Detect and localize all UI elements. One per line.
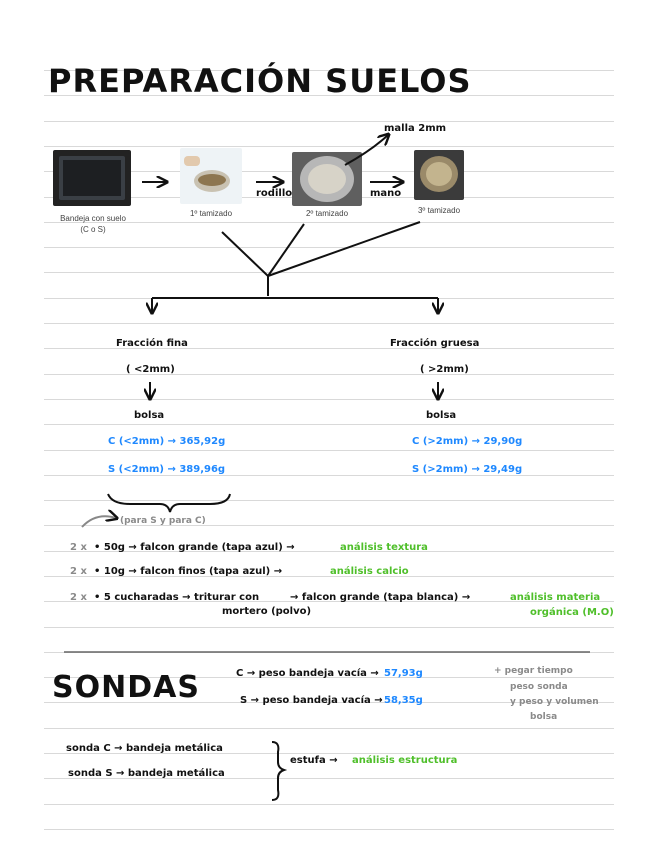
fine-c-weight: C (<2mm) → 365,92g	[108, 436, 226, 447]
photo-caption: 3º tamizado	[417, 206, 461, 215]
weight-label: C → peso bandeja vacía →	[236, 668, 379, 679]
coarse-container: bolsa	[426, 410, 457, 421]
photo-caption: 2º tamizado	[305, 209, 349, 218]
sondas-note: y peso y volumen	[510, 697, 599, 707]
coarse-c-weight: C (>2mm) → 29,90g	[412, 436, 523, 447]
analysis-step: • 50g → falcon grande (tapa azul) →	[94, 542, 295, 553]
sondas-title: SONDAS	[52, 670, 200, 705]
analysis-result: análisis calcio	[330, 566, 409, 577]
analysis-prefix: 2 x	[70, 592, 87, 603]
hand-label: mano	[370, 188, 402, 199]
coarse-s-weight: S (>2mm) → 29,49g	[412, 464, 523, 475]
weight-label: S → peso bandeja vacía →	[240, 695, 383, 706]
analysis-step: • 10g → falcon finos (tapa azul) →	[94, 566, 283, 577]
estufa-result: análisis estructura	[352, 755, 458, 766]
photo-caption: (C o S)	[80, 225, 106, 234]
analysis-prefix: 2 x	[70, 566, 87, 577]
photo-caption: Bandeja con suelo	[60, 214, 126, 223]
roller-label: rodillo	[256, 188, 293, 199]
photo-caption: 1º tamizado	[189, 209, 233, 218]
sondas-note: bolsa	[530, 712, 558, 722]
page-title: PREPARACIÓN SUELOS	[48, 62, 472, 100]
mesh-label: malla 2mm	[384, 123, 447, 134]
weight-value: 57,93g	[384, 668, 423, 679]
fine-s-weight: S (<2mm) → 389,96g	[108, 464, 226, 475]
analysis-result: análisis textura	[340, 542, 428, 553]
analysis-result: orgánica (M.O)	[530, 607, 614, 618]
coarse-fraction-size: ( >2mm)	[420, 364, 469, 375]
fine-fraction-size: ( <2mm)	[126, 364, 175, 375]
analysis-step: • 5 cucharadas → triturar con	[94, 592, 260, 603]
fine-fraction-title: Fracción fina	[116, 338, 188, 349]
analysis-step: → falcon grande (tapa blanca) →	[290, 592, 471, 603]
analysis-result: análisis materia	[510, 592, 601, 603]
sonda-s-line: sonda S → bandeja metálica	[68, 768, 225, 779]
mesh-arrow-icon	[345, 135, 388, 165]
sondas-note: peso sonda	[510, 682, 568, 692]
coarse-fraction-title: Fracción gruesa	[390, 338, 480, 349]
fine-container: bolsa	[134, 410, 165, 421]
analysis-step-detail: mortero (polvo)	[222, 606, 312, 617]
sonda-c-line: sonda C → bandeja metálica	[66, 743, 223, 754]
brace-note: (para S y para C)	[120, 516, 206, 526]
analysis-prefix: 2 x	[70, 542, 87, 553]
sondas-note: + pegar tiempo	[494, 666, 573, 676]
weight-value: 58,35g	[384, 695, 423, 706]
estufa-label: estufa →	[290, 755, 338, 766]
